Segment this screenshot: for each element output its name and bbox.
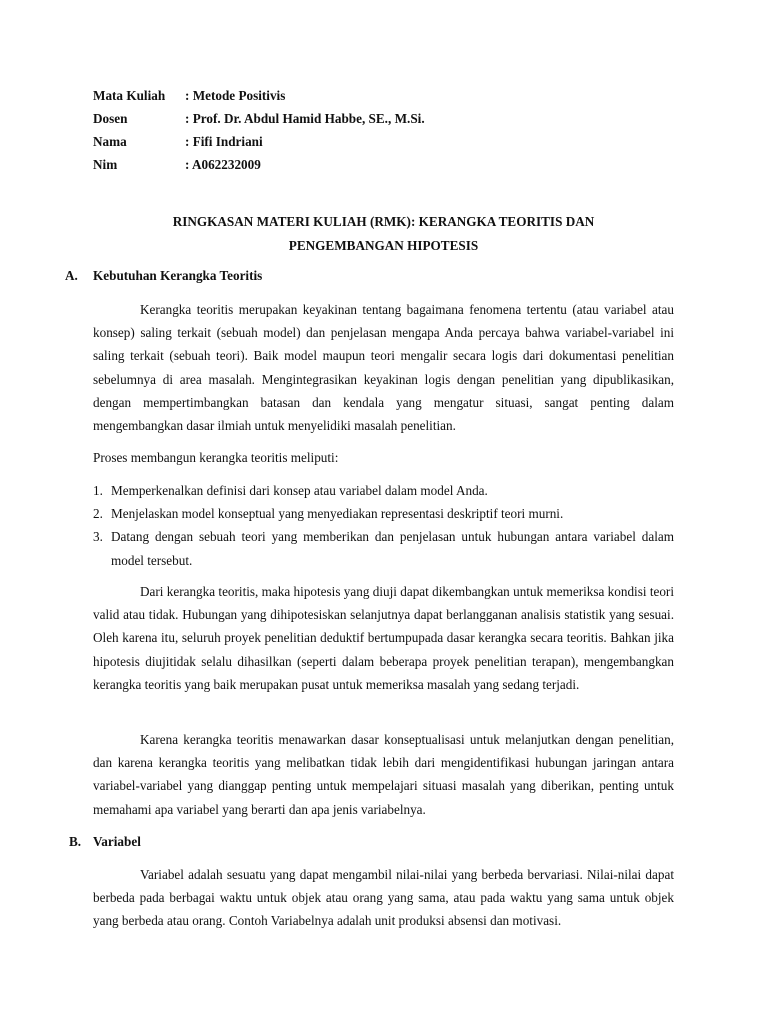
- list-item-text: Memperkenalkan definisi dari konsep atau variabel dalam model Anda.: [111, 483, 488, 498]
- section-b-letter: B.: [69, 834, 82, 849]
- header-row-lecturer: [93, 109, 425, 132]
- header-row-name: [93, 132, 425, 155]
- section-b-paragraph-1: Variabel adalah sesuatu yang dapat mengambil nilai-nilai yang berbeda bervariasi. Nilai-nilai dapat berbeda pada berbagai waktu untuk objek atau orang yang sama, atau pada waktu yang sama untuk objek yang berbeda atau orang. Contoh Variabelnya adalah unit produksi absensi dan motivasi.: [93, 867, 674, 929]
- header-row-course: [93, 86, 425, 109]
- document-title: [93, 210, 674, 257]
- section-a-title: Kebutuhan Kerangka Teoritis: [93, 268, 263, 283]
- section-a-paragraph-1: Kerangka teoritis merupakan keyakinan tentang bagaimana fenomena tertentu (atau variabel atau konsep) saling terkait (sebuah model) dan penjelasan mengapa Anda percaya bahwa variabel-variabel ini saling terkait (sebuah teori). Baik model maupun teori mengalir secara logis dari dokumentasi penelitian sebelumnya di area masalah. Mengintegrasikan keyakinan logis dengan penelitian yang dipublikasikan, dengan mempertimbangkan batasan dan kendala yang mengatur situasi, sangat penting dalam mengembangkan dasar ilmiah untuk menyelidiki masalah penelitian.: [93, 302, 674, 434]
- process-list: [93, 479, 674, 572]
- title-line-1: RINGKASAN MATERI KULIAH (RMK): KERANGKA TEORITIS DAN: [172, 214, 595, 229]
- section-b-title: Variabel: [93, 834, 141, 849]
- section-a-paragraph-4: Karena kerangka teoritis menawarkan dasar konseptualisasi untuk melanjutkan dengan penelitian, dan karena kerangka teoritis yang melibatkan tidak lebih dari mengidentifikasi hubungan jaringan antara variabel-variabel yang dianggap penting untuk mempelajari situasi masalah yang diberikan, penting untuk memahami apa variabel yang berarti dan apa jenis variabelnya.: [93, 732, 674, 817]
- name-label: Nama: [93, 134, 127, 149]
- section-a-paragraph-3: Dari kerangka teoritis, maka hipotesis yang diuji dapat dikembangkan untuk memeriksa kondisi teori valid atau tidak. Hubungan yang dihipotesiskan selanjutnya dapat berlangganan analisis statistik yang sesuai. Oleh karena itu, seluruh proyek penelitian deduktif bertumpupada dasar kerangka secara teoritis. Bahkan jika hipotesis diujitidak selalu dihasilkan (seperti dalam beberapa proyek penelitian terapan), mengembangkan kerangka teoritis yang baik merupakan pusat untuk memeriksa masalah yang sedang terjadi.: [93, 584, 674, 692]
- list-item-number: 1.: [93, 483, 103, 498]
- section-a-paragraph-2: Proses membangun kerangka teoritis meliputi:: [93, 450, 339, 465]
- list-item-number: 2.: [93, 506, 103, 522]
- header-row-student-id: [93, 155, 425, 178]
- student-id-value: : A062232009: [185, 157, 261, 172]
- student-id-label: Nim: [93, 157, 118, 172]
- course-info-header: [93, 86, 425, 178]
- list-item: [93, 479, 674, 502]
- list-item-text: Datang dengan sebuah teori yang memberikan dan penjelasan untuk hubungan antara variabel dalam model tersebut.: [111, 529, 674, 568]
- name-value: : Fifi Indriani: [185, 134, 263, 149]
- list-item-text: Menjelaskan model konseptual yang menyediakan representasi deskriptif teori murni.: [111, 506, 564, 522]
- title-line-2: PENGEMBANGAN HIPOTESIS: [288, 237, 479, 253]
- course-value: : Metode Positivis: [185, 88, 286, 103]
- list-item: [93, 502, 674, 525]
- lecturer-value: : Prof. Dr. Abdul Hamid Habbe, SE., M.Si.: [185, 111, 425, 126]
- list-item: [93, 525, 674, 571]
- course-label: Mata Kuliah: [93, 88, 166, 103]
- section-a-letter: A.: [65, 268, 78, 283]
- list-item-number: 3.: [93, 529, 103, 545]
- lecturer-label: Dosen: [93, 111, 128, 126]
